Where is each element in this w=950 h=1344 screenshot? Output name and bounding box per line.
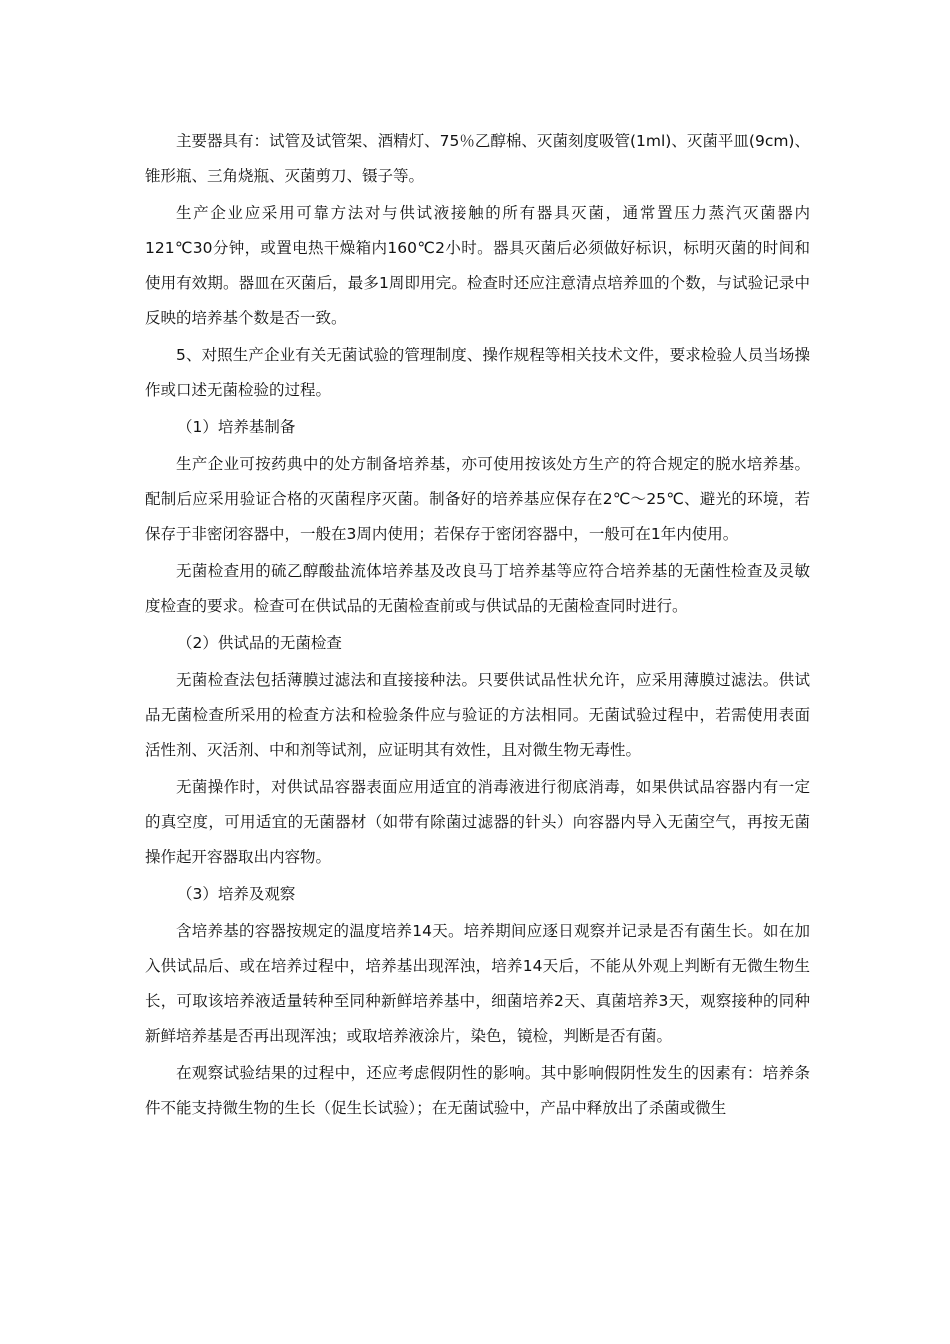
paragraph-test-methods: 无菌检查法包括薄膜过滤法和直接接种法。只要供试品性状允许，应采用薄膜过滤法。供试品无菌检查所采用的检查方法和检验条件应与验证的方法相同。无菌试验过程中，若需使用表面活性剂、灭活剂、中和剂等试剂，应证明其有效性，且对微生物无毒性。 xyxy=(145,671,810,759)
document-body xyxy=(145,124,810,1128)
paragraph-equipment-list: 主要器具有：试管及试管架、酒精灯、75％乙醇棉、灭菌刻度吸管(1ml)、灭菌平皿(9cm)、锥形瓶、三角烧瓶、灭菌剪刀、镊子等。 xyxy=(145,132,810,185)
section-heading-culture-observation: （3）培养及观察 xyxy=(177,885,296,903)
section-heading-sample-sterility-test: （2）供试品的无菌检查 xyxy=(177,634,342,652)
paragraph-item-5: 5、对照生产企业有关无菌试验的管理制度、操作规程等相关技术文件，要求检验人员当场操作或口述无菌检验的过程。 xyxy=(145,346,810,399)
paragraph-sterilization-method: 生产企业应采用可靠方法对与供试液接触的所有器具灭菌，通常置压力蒸汽灭菌器内121℃30分钟，或置电热干燥箱内160℃2小时。器具灭菌后必须做好标识，标明灭菌的时间和使用有效期。器皿在灭菌后，最多1周即用完。检查时还应注意清点培养皿的个数，与试验记录中反映的培养基个数是否一致。 xyxy=(145,204,810,327)
paragraph-medium-requirements: 无菌检查用的硫乙醇酸盐流体培养基及改良马丁培养基等应符合培养基的无菌性检查及灵敏度检查的要求。检查可在供试品的无菌检查前或与供试品的无菌检查同时进行。 xyxy=(145,562,810,615)
paragraph-aseptic-operation: 无菌操作时，对供试品容器表面应用适宜的消毒液进行彻底消毒，如果供试品容器内有一定的真空度，可用适宜的无菌器材（如带有除菌过滤器的针头）向容器内导入无菌空气，再按无菌操作起开容器取出内容物。 xyxy=(145,778,810,866)
paragraph-false-negative: 在观察试验结果的过程中，还应考虑假阴性的影响。其中影响假阴性发生的因素有：培养条件不能支持微生物的生长（促生长试验）；在无菌试验中，产品中释放出了杀菌或微生 xyxy=(145,1064,810,1117)
section-heading-medium-preparation: （1）培养基制备 xyxy=(177,418,296,436)
paragraph-medium-preparation: 生产企业可按药典中的处方制备培养基，亦可使用按该处方生产的符合规定的脱水培养基。配制后应采用验证合格的灭菌程序灭菌。制备好的培养基应保存在2℃～25℃、避光的环境，若保存于非密闭容器中，一般在3周内使用；若保存于密闭容器中，一般可在1年内使用。 xyxy=(145,455,810,543)
paragraph-culture-procedure: 含培养基的容器按规定的温度培养14天。培养期间应逐日观察并记录是否有菌生长。如在加入供试品后、或在培养过程中，培养基出现浑浊，培养14天后，不能从外观上判断有无微生物生长，可取该培养液适量转种至同种新鲜培养基中，细菌培养2天、真菌培养3天，观察接种的同种新鲜培养基是否再出现浑浊；或取培养液涂片，染色，镜检，判断是否有菌。 xyxy=(145,922,810,1045)
